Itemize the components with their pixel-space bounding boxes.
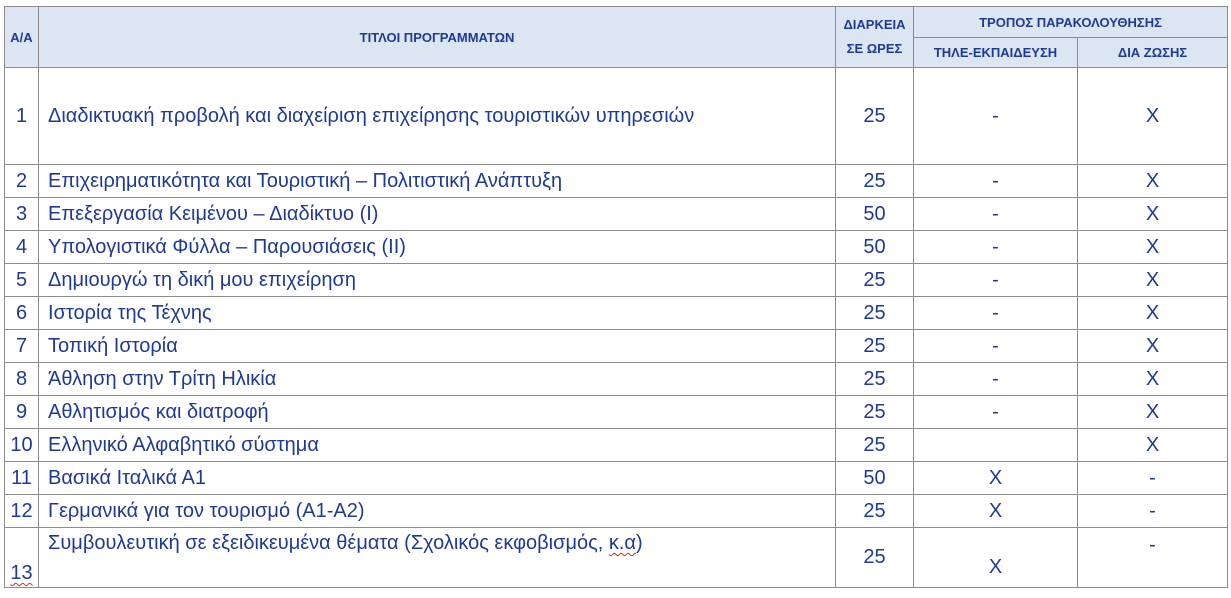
row-hours: 25 — [836, 165, 914, 198]
row-remote: Χ — [914, 462, 1078, 495]
row-remote: - — [914, 198, 1078, 231]
row-hours: 25 — [836, 363, 914, 396]
row-live: Χ — [1078, 165, 1228, 198]
row-title-main: Συμβουλευτική σε εξειδικευμένα θέματα (Σχολικός εκφοβισμός, — [48, 532, 609, 554]
row-title: Ελληνικό Αλφαβητικό σύστημα — [39, 429, 836, 462]
table-row — [5, 330, 1228, 363]
row-remote: Χ — [914, 495, 1078, 528]
row-number: 8 — [5, 363, 39, 396]
header-mode-live: ΔΙΑ ΖΩΣΗΣ — [1078, 38, 1228, 68]
row-title: Αθλητισμός και διατροφή — [39, 396, 836, 429]
row-remote: Χ — [914, 528, 1078, 588]
row-live: Χ — [1078, 198, 1228, 231]
row-hours: 25 — [836, 330, 914, 363]
row-title: Ιστορία της Τέχνης — [39, 297, 836, 330]
row-hours: 25 — [836, 528, 914, 588]
row-hours: 25 — [836, 264, 914, 297]
row-title: Επεξεργασία Κειμένου – Διαδίκτυο (Ι) — [39, 198, 836, 231]
table-row — [5, 297, 1228, 330]
row-remote: - — [914, 396, 1078, 429]
row-number: 12 — [5, 495, 39, 528]
header-mode-remote: ΤΗΛΕ-ΕΚΠΑΙΔΕΥΣΗ — [914, 38, 1078, 68]
row-number: 5 — [5, 264, 39, 297]
row-live: - — [1078, 528, 1228, 588]
row-hours: 25 — [836, 297, 914, 330]
row-remote: - — [914, 231, 1078, 264]
row-title: Δημιουργώ τη δική μου επιχείρηση — [39, 264, 836, 297]
table-row — [5, 165, 1228, 198]
row-live: Χ — [1078, 429, 1228, 462]
table-row — [5, 429, 1228, 462]
row-remote: - — [914, 264, 1078, 297]
header-duration — [836, 7, 914, 68]
row-live: - — [1078, 462, 1228, 495]
table-row — [5, 495, 1228, 528]
row-hours: 50 — [836, 462, 914, 495]
row-live: Χ — [1078, 396, 1228, 429]
row-live: Χ — [1078, 231, 1228, 264]
row-title-close: ) — [635, 532, 643, 554]
row-hours: 50 — [836, 231, 914, 264]
row-hours: 25 — [836, 495, 914, 528]
row-title: Βασικά Ιταλικά Α1 — [39, 462, 836, 495]
row-live: Χ — [1078, 297, 1228, 330]
row-live: Χ — [1078, 68, 1228, 165]
row-remote: - — [914, 363, 1078, 396]
programs-table — [4, 6, 1228, 588]
header-duration-line2: ΣΕ ΩΡΕΣ — [846, 41, 903, 56]
header-aa: Α/Α — [5, 7, 39, 68]
row-remote: - — [914, 165, 1078, 198]
row-number: 4 — [5, 231, 39, 264]
table-row — [5, 264, 1228, 297]
row-hours: 25 — [836, 68, 914, 165]
header-titles: ΤΙΤΛΟΙ ΠΡΟΓΡΑΜΜΑΤΩΝ — [39, 7, 836, 68]
row-title — [39, 528, 836, 588]
row-live: - — [1078, 495, 1228, 528]
row-hours: 25 — [836, 429, 914, 462]
row-title: Τοπική Ιστορία — [39, 330, 836, 363]
table-row — [5, 528, 1228, 588]
row-remote: - — [914, 330, 1078, 363]
row-live: Χ — [1078, 363, 1228, 396]
row-title: Υπολογιστικά Φύλλα – Παρουσιάσεις (ΙΙ) — [39, 231, 836, 264]
table-row — [5, 231, 1228, 264]
row-number: 11 — [5, 462, 39, 495]
row-title: Άθληση στην Τρίτη Ηλικία — [39, 363, 836, 396]
row-number: 6 — [5, 297, 39, 330]
row-remote: - — [914, 297, 1078, 330]
row-number: 10 — [5, 429, 39, 462]
row-title-abbrev: κ.α — [608, 532, 636, 554]
header-row-1 — [5, 7, 1228, 38]
row-live: Χ — [1078, 330, 1228, 363]
row-number: 1 — [5, 68, 39, 165]
header-mode-group: ΤΡΟΠΟΣ ΠΑΡΑΚΟΛΟΥΘΗΣΗΣ — [914, 7, 1228, 38]
row-number-text: 13 — [10, 562, 33, 584]
row-title: Διαδικτυακή προβολή και διαχείριση επιχείρησης τουριστικών υπηρεσιών — [39, 68, 836, 165]
row-remote — [914, 429, 1078, 462]
row-number: 7 — [5, 330, 39, 363]
row-remote: - — [914, 68, 1078, 165]
table-row — [5, 68, 1228, 165]
table-row — [5, 462, 1228, 495]
row-hours: 25 — [836, 396, 914, 429]
table-row — [5, 396, 1228, 429]
row-hours: 50 — [836, 198, 914, 231]
table-row — [5, 363, 1228, 396]
row-number: 2 — [5, 165, 39, 198]
header-duration-line1: ΔΙΑΡΚΕΙΑ — [843, 17, 906, 32]
row-number: 9 — [5, 396, 39, 429]
row-number: 3 — [5, 198, 39, 231]
row-number — [5, 528, 39, 588]
table-row — [5, 198, 1228, 231]
row-title: Επιχειρηματικότητα και Τουριστική – Πολιτιστική Ανάπτυξη — [39, 165, 836, 198]
row-live: Χ — [1078, 264, 1228, 297]
row-title: Γερμανικά για τον τουρισμό (Α1-Α2) — [39, 495, 836, 528]
